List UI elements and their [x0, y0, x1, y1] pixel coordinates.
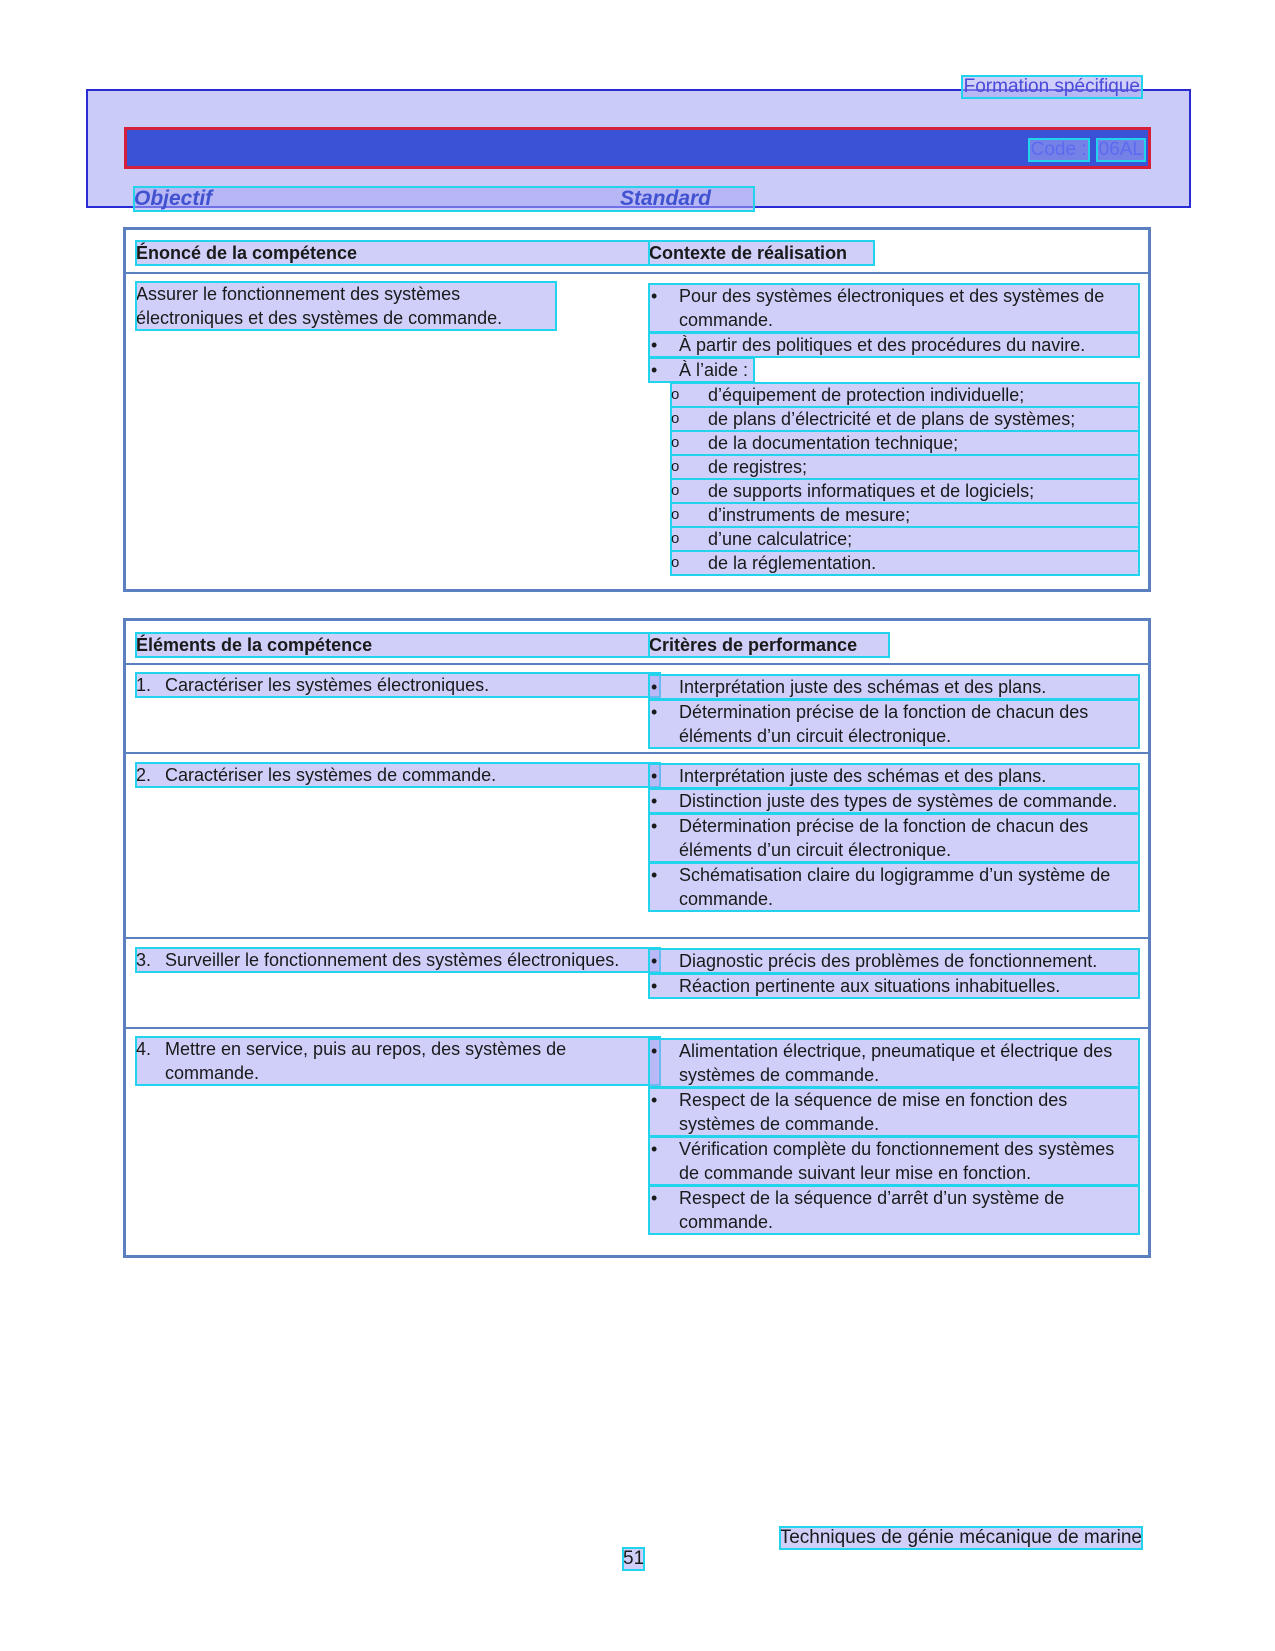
- competence-table: [123, 227, 1151, 592]
- contexte-header: Contexte de réalisation: [649, 241, 874, 265]
- list-item: • À partir des politiques et des procédures du navire.: [649, 333, 1139, 357]
- enonce-text: Assurer le fonctionnement des systèmes électroniques et des systèmes de commande.: [136, 282, 556, 330]
- list-item: • Distinction juste des types de systèmes de commande.: [649, 789, 1139, 813]
- criteres-list: [649, 1039, 1139, 1235]
- element-text: 4. Mettre en service, puis au repos, des systèmes de commande.: [136, 1037, 660, 1085]
- elements-header: Éléments de la compétence: [136, 633, 649, 657]
- criteres-header: Critères de performance: [649, 633, 889, 657]
- objectif-heading: Objectif: [134, 187, 213, 210]
- list-item: • Détermination précise de la fonction de chacun des éléments d’un circuit électronique.: [649, 700, 1139, 748]
- list-item: • Pour des systèmes électroniques et des systèmes de commande.: [649, 284, 1139, 332]
- list-item: • Respect de la séquence d’arrêt d’un système de commande.: [649, 1186, 1139, 1234]
- list-item: • Réaction pertinente aux situations inhabituelles.: [649, 974, 1139, 998]
- list-item: o de la réglementation.: [671, 551, 1139, 575]
- element-number: 2.: [136, 765, 152, 785]
- objectif-standard-row: [134, 187, 754, 211]
- list-item: • À l’aide :: [649, 358, 754, 382]
- criteres-list: [649, 764, 1139, 912]
- code-block: [1029, 139, 1145, 161]
- table-row: [126, 272, 1148, 592]
- table-row: [126, 663, 1148, 752]
- list-item: • Interprétation juste des schémas et des plans.: [649, 675, 1139, 699]
- list-item: o de registres;: [671, 455, 1139, 479]
- list-item: • Vérification complète du fonctionnement des systèmes de commande suivant leur mise en fonction.: [649, 1137, 1139, 1185]
- list-item: o d’équipement de protection individuelle;: [671, 383, 1139, 407]
- contexte-list: [649, 284, 1139, 575]
- list-item: o de supports informatiques et de logiciels;: [671, 479, 1139, 503]
- element-text: 3. Surveiller le fonctionnement des systèmes électroniques.: [136, 948, 660, 972]
- table-header-row: [126, 230, 1148, 272]
- list-item: o de la documentation technique;: [671, 431, 1139, 455]
- list-item: • Interprétation juste des schémas et des plans.: [649, 764, 1139, 788]
- element-number: 4.: [136, 1039, 152, 1059]
- list-item: • Respect de la séquence de mise en fonction des systèmes de commande.: [649, 1088, 1139, 1136]
- enonce-header: Énoncé de la compétence: [136, 241, 649, 265]
- list-item: o d’instruments de mesure;: [671, 503, 1139, 527]
- elements-table: [123, 618, 1151, 1258]
- list-item: • Diagnostic précis des problèmes de fonctionnement.: [649, 949, 1139, 973]
- list-item: • Alimentation électrique, pneumatique et électrique des systèmes de commande.: [649, 1039, 1139, 1087]
- table-row: [126, 937, 1148, 1027]
- criteres-list: [649, 675, 1139, 749]
- table-row: [126, 752, 1148, 937]
- element-text: 2. Caractériser les systèmes de commande.: [136, 763, 660, 787]
- table-row: [126, 1027, 1148, 1263]
- criteres-list: [649, 949, 1139, 999]
- formation-label: Formation spécifique: [963, 76, 1140, 97]
- element-text: 1. Caractériser les systèmes électroniques.: [136, 673, 660, 697]
- element-number: 3.: [136, 950, 152, 970]
- list-item: • Schématisation claire du logigramme d’un système de commande.: [649, 863, 1139, 911]
- page-number: 51: [623, 1548, 645, 1569]
- footer-program-title: Techniques de génie mécanique de marine: [779, 1527, 1142, 1548]
- list-item: o de plans d’électricité et de plans de systèmes;: [671, 407, 1139, 431]
- title-bar: [124, 127, 1151, 169]
- list-item: • Détermination précise de la fonction de chacun des éléments d’un circuit électronique.: [649, 814, 1139, 862]
- code-value: 06AL: [1098, 139, 1143, 160]
- table-header-row: [126, 621, 1148, 663]
- element-number: 1.: [136, 675, 152, 695]
- code-label: Code :: [1030, 139, 1087, 160]
- list-item: o d’une calculatrice;: [671, 527, 1139, 551]
- standard-heading: Standard: [620, 187, 712, 210]
